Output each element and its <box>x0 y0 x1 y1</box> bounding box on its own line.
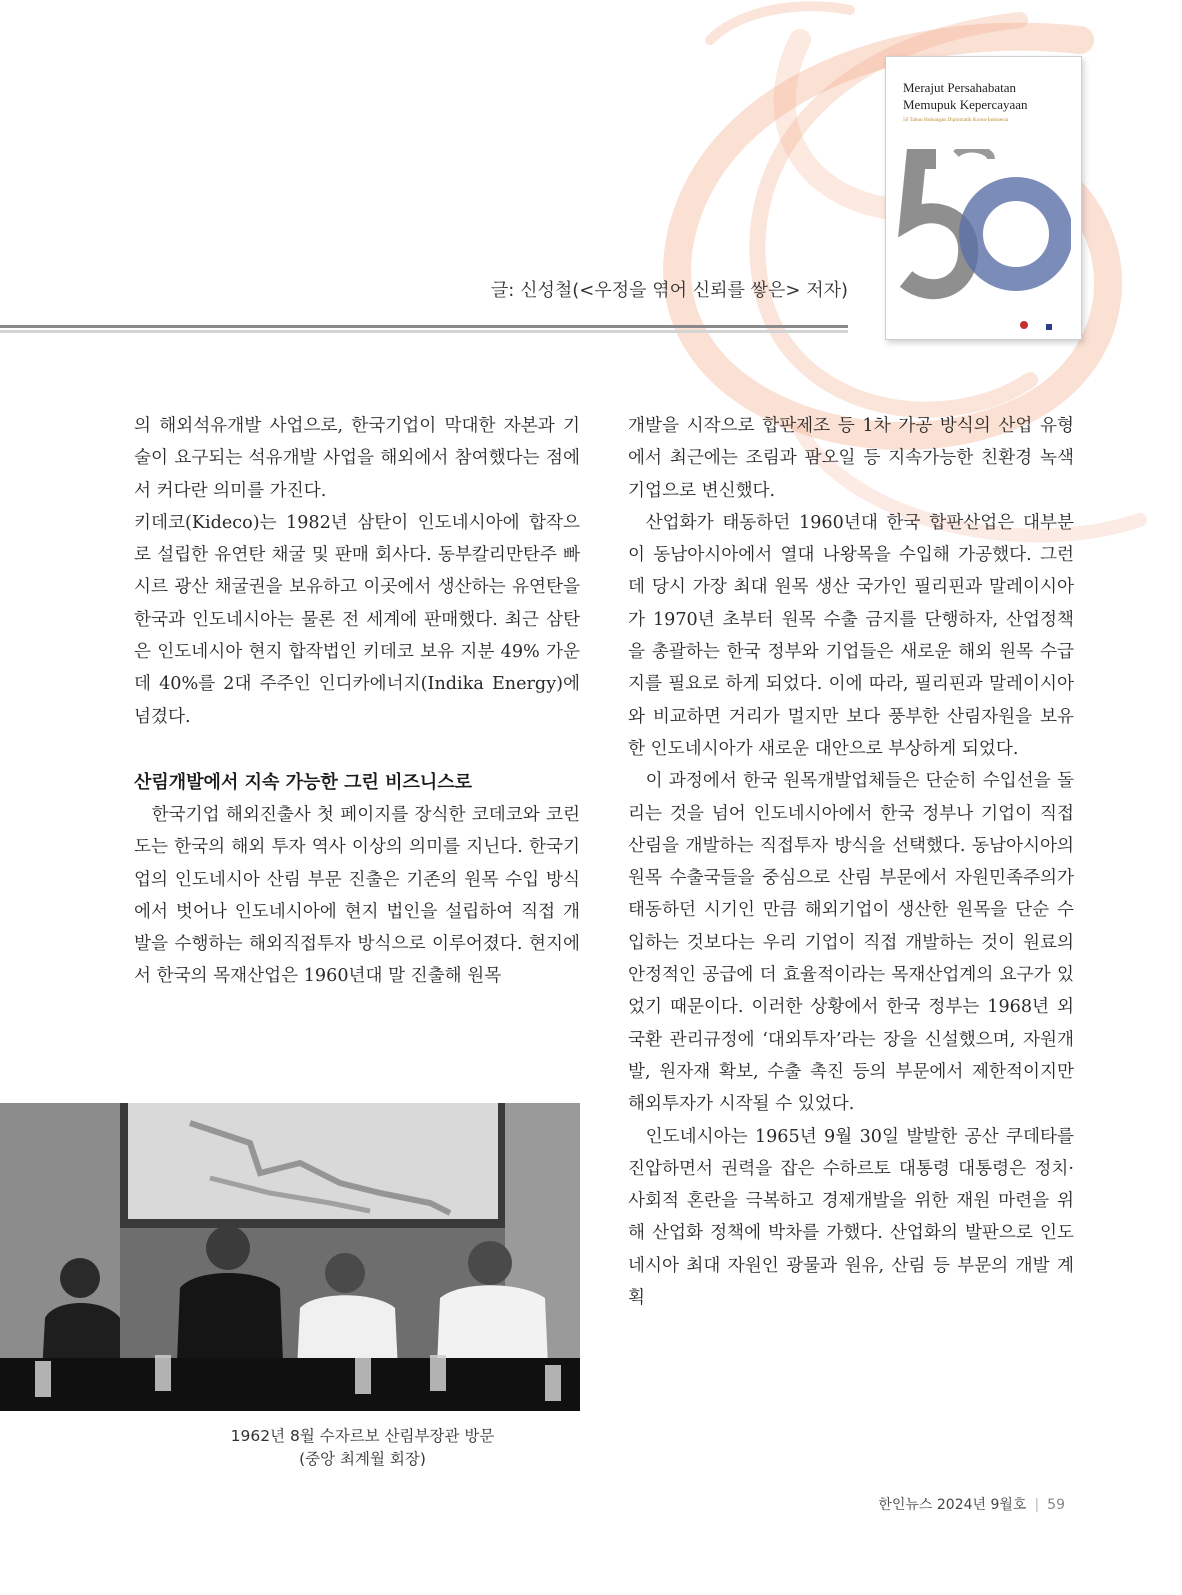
book-title <box>903 79 1073 113</box>
author-byline: 글: 신성철(<우정을 엮어 신뢰를 쌓은> 저자) <box>490 280 848 301</box>
caption-line-1: 1962년 8월 수자르보 산림부장관 방문 <box>230 1427 495 1445</box>
paragraph: 인도네시아는 1965년 9월 30일 발발한 공산 쿠데타를 진압하면서 권력을 잡은 수하르토 대통령 대통령은 정치·사회적 혼란을 극복하고 경제개발을 위한 재원 마련을 위해 산업화 정책에 박차를 가했다. 산업화의 발판으로 인도네시아 최대 자원인 광물과 원유, 산림 등 부문의 개발 계획 <box>628 1126 1074 1309</box>
page-footer <box>878 1494 1065 1514</box>
column-left <box>134 410 580 993</box>
section-heading: 산림개발에서 지속 가능한 그린 비즈니스로 <box>134 771 473 793</box>
paragraph: 의 해외석유개발 사업으로, 한국기업이 막대한 자본과 기술이 요구되는 석유개발 사업을 해외에서 참여했다는 점에서 커다란 의미를 가진다. <box>134 416 580 501</box>
book-50-collage <box>896 149 1071 339</box>
photo-illustration <box>0 1103 580 1411</box>
historical-photo <box>0 1103 580 1411</box>
column-right <box>628 410 1074 1314</box>
page-number: 59 <box>1047 1497 1065 1513</box>
caption-line-2: (중앙 최계월 회장) <box>299 1450 426 1468</box>
footer-separator: | <box>1034 1497 1040 1513</box>
paragraph: 이 과정에서 한국 원목개발업체들은 단순히 수입선을 돌리는 것을 넘어 인도네시아에서 한국 정부나 기업이 직접 산림을 개발하는 직접투자 방식을 선택했다. 동남아시아의 원목 수출국들을 중심으로 산림 부문에서 자원민족주의가 태동하던 시기인 만큼 해외기업이 생산한 원목을 단순 수입하는 것보다는 우리 기업이 직접 개발하는 것이 원료의 안정적인 공급에 더 효율적이라는 목재산업계의 요구가 있었기 때문이다. 이러한 상황에서 한국 정부는 1968년 외국환 관리규정에 ‘대외투자’라는 장을 신설했으며, 자원개발, 원자재 확보, 수출 촉진 등의 부문에서 제한적이지만 해외투자가 시작될 수 있었다. <box>628 771 1074 1115</box>
book-subtitle: 50 Tahun Hubungan Diplomatik Korea-Indonesia <box>903 117 1009 123</box>
book-title-line-1: Merajut Persahabatan <box>903 80 1016 95</box>
header-divider <box>0 325 848 337</box>
book-cover <box>885 56 1082 340</box>
photo-caption <box>145 1425 580 1471</box>
paragraph: 산업화가 태동하던 1960년대 한국 합판산업은 대부분이 동남아시아에서 열대 나왕목을 수입해 가공했다. 그런데 당시 가장 최대 원목 생산 국가인 필리핀과 말레이시아가 1970년 초부터 원목 수출 금지를 단행하자, 산업정책을 총괄하는 한국 정부와 기업들은 새로운 해외 원목 수급지를 필요로 하게 되었다. 이에 따라, 필리핀과 말레이시아와 비교하면 거리가 멀지만 보다 풍부한 산림자원을 보유한 인도네시아가 새로운 대안으로 부상하게 되었다. <box>628 512 1074 759</box>
publication-name: 한인뉴스 2024년 9월호 <box>878 1497 1027 1513</box>
paragraph: 한국기업 해외진출사 첫 페이지를 장식한 코데코와 코린도는 한국의 해외 투자 역사 이상의 의미를 지닌다. 한국기업의 인도네시아 산림 부문 진출은 기존의 원목 수입 방식에서 벗어나 인도네시아에 현지 법인을 설립하여 직접 개발을 수행하는 해외직접투자 방식으로 이루어졌다. 현지에서 한국의 목재산업은 1960년대 말 진출해 원목 <box>134 804 580 987</box>
paragraph: 키데코(Kideco)는 1982년 삼탄이 인도네시아에 합작으로 설립한 유연탄 채굴 및 판매 회사다. 동부칼리만탄주 빠시르 광산 채굴권을 보유하고 이곳에서 생산하는 유연탄을 한국과 인도네시아는 물론 전 세계에 판매했다. 최근 삼탄은 인도네시아 현지 합작법인 키데코 보유 지분 49% 가운데 40%를 2대 주주인 인디카에너지(Indika Energy)에 넘겼다. <box>134 512 580 727</box>
paragraph: 개발을 시작으로 합판제조 등 1차 가공 방식의 산업 유형에서 최근에는 조림과 팜오일 등 지속가능한 친환경 녹색기업으로 변신했다. <box>628 416 1074 501</box>
book-title-line-2: Memupuk Kepercayaan <box>903 97 1028 112</box>
